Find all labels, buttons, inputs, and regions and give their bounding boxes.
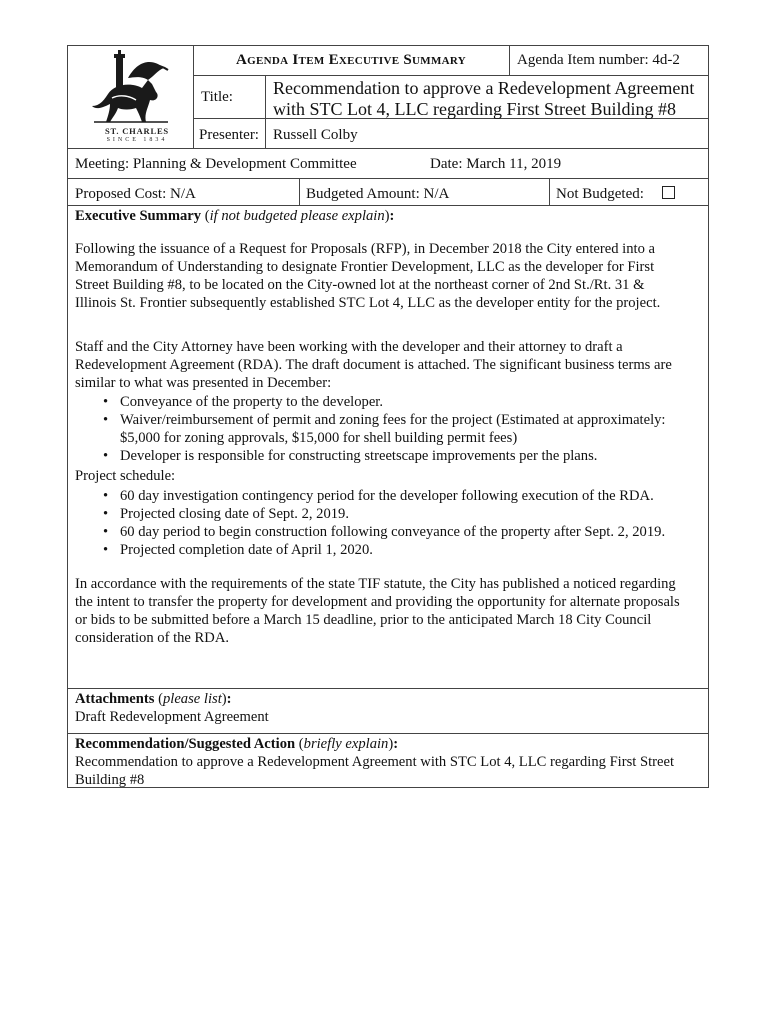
proposed-cost-value: N/A [170, 186, 196, 202]
cost-divider-top [67, 178, 709, 179]
paragraph-line: Following the issuance of a Request for Proposals (RFP), in December 2018 the City entered into a [75, 241, 655, 257]
meeting-field [75, 155, 357, 173]
business-terms-list [75, 393, 705, 465]
list-item: • 60 day investigation contingency period for the developer following execution of the RDA. [103, 488, 654, 504]
list-item-text: Projected completion date of April 1, 2020. [120, 542, 373, 558]
date-label: Date: [430, 156, 463, 172]
summary-paragraph-1 [75, 240, 705, 312]
form-heading: Agenda Item Executive Summary [236, 52, 466, 68]
attachments-note: please list [162, 691, 222, 707]
presenter-label: Presenter: [199, 127, 259, 143]
cost-divider-bottom [67, 205, 709, 206]
recommendation-note: briefly explain [303, 736, 389, 752]
executive-summary-heading: Executive Summary (if not budgeted please explain): [75, 208, 395, 224]
list-item-text: $5,000 for zoning approvals, $15,000 for shell building permit fees) [120, 430, 518, 446]
paragraph-line: In accordance with the requirements of the state TIF statute, the City has published a noticed regarding [75, 576, 676, 592]
meeting-value: Planning & Development Committee [132, 156, 357, 172]
label-divider [265, 75, 266, 149]
list-item-text: Projected closing date of Sept. 2, 2019. [120, 506, 349, 522]
title-line-2: with STC Lot 4, LLC regarding First Street Building #8 [273, 99, 676, 119]
project-schedule-label: Project schedule: [75, 468, 176, 484]
proposed-cost-field [75, 185, 196, 203]
attachments-section [75, 690, 705, 726]
recommendation-section [75, 735, 705, 789]
title-label: Title: [201, 89, 233, 105]
executive-summary-title: Executive Summary [75, 208, 202, 224]
list-item-text: Developer is responsible for constructing streetscape improvements per the plans. [120, 448, 598, 464]
cost-divider-1 [299, 178, 300, 206]
recommendation-line-2: Building #8 [75, 772, 145, 788]
agenda-number-label: Agenda Item number: [517, 52, 649, 68]
executive-summary-note: if not budgeted please explain [209, 208, 385, 224]
meeting-label: Meeting: [75, 156, 130, 172]
list-item: • Waiver/reimbursement of permit and zoning fees for the project (Estimated at approximately: $5,000 for zoning approvals, $15,000 for shell building permit fees) [103, 412, 666, 446]
proposed-cost-label: Proposed Cost: [75, 186, 167, 202]
paragraph-line: Redevelopment Agreement (RDA). The draft document is attached. The significant business terms are [75, 357, 672, 373]
logo-city-name: ST. CHARLES [105, 126, 169, 136]
list-item-text: Conveyance of the property to the developer. [120, 394, 384, 410]
attachments-heading: Attachments (please list): [75, 691, 232, 707]
not-budgeted-label: Not Budgeted: [556, 186, 644, 202]
not-budgeted-field [556, 185, 675, 203]
paragraph-line: Illinois St. Frontier subsequently established STC Lot 4, LLC as the developer entity for the project. [75, 295, 661, 311]
list-item-text: Waiver/reimbursement of permit and zoning fees for the project (Estimated at approximately: [120, 412, 666, 428]
attachments-divider [67, 688, 709, 689]
attachments-title: Attachments [75, 691, 155, 707]
meeting-divider-top [67, 148, 709, 149]
list-item: • 60 day period to begin construction following conveyance of the property after Sept. 2, 2019. [103, 524, 666, 540]
agenda-number-field [517, 51, 680, 69]
agenda-number-value: 4d-2 [652, 52, 680, 68]
paragraph-line: similar to what was presented in December: [75, 375, 332, 391]
title-line-1: Recommendation to approve a Redevelopment Agreement [273, 78, 695, 98]
budgeted-amount-label: Budgeted Amount: [306, 186, 420, 202]
list-item: • Projected closing date of Sept. 2, 2019. [103, 506, 349, 522]
budgeted-amount-field [306, 185, 449, 203]
list-item: • Conveyance of the property to the developer. [103, 394, 384, 410]
summary-paragraph-3 [75, 575, 705, 647]
not-budgeted-checkbox[interactable] [662, 186, 675, 199]
agenda-number-divider [509, 45, 510, 76]
paragraph-line: or bids to be submitted before a March 15 deadline, prior to the anticipated March 18 City Council [75, 612, 652, 628]
list-item: • Projected completion date of April 1, 2020. [103, 542, 373, 558]
logo-since: SINCE 1834 [106, 137, 168, 143]
recommendation-heading: Recommendation/Suggested Action (briefly explain): [75, 736, 399, 752]
header-divider [193, 75, 709, 76]
fox-logo-icon [90, 50, 172, 126]
paragraph-line: consideration of the RDA. [75, 630, 230, 646]
list-item-text: 60 day investigation contingency period for the developer following execution of the RDA. [120, 488, 654, 504]
cost-divider-2 [549, 178, 550, 206]
paragraph-line: Staff and the City Attorney have been working with the developer and their attorney to draft a [75, 339, 623, 355]
city-logo [90, 50, 172, 126]
list-item: • Developer is responsible for constructing streetscape improvements per the plans. [103, 448, 598, 464]
date-field [430, 155, 561, 173]
executive-summary [75, 207, 705, 647]
recommendation-divider [67, 733, 709, 734]
attachment-item[interactable]: Draft Redevelopment Agreement [75, 709, 269, 725]
project-schedule-list [75, 487, 705, 559]
paragraph-line: Street Building #8, to be located on the City-owned lot at the northeast corner of 2nd St./Rt. 31 & [75, 277, 645, 293]
presenter-value: Russell Colby [273, 127, 358, 143]
date-value: March 11, 2019 [466, 156, 562, 172]
paragraph-line: the intent to transfer the property for development and providing the opportunity for alternate proposals [75, 594, 680, 610]
recommendation-title: Recommendation/Suggested Action [75, 736, 296, 752]
budgeted-amount-value: N/A [423, 186, 450, 202]
paragraph-line: Memorandum of Understanding to designate Frontier Development, LLC as the developer for First [75, 259, 655, 275]
summary-paragraph-2 [75, 338, 705, 392]
recommendation-line-1: Recommendation to approve a Redevelopment Agreement with STC Lot 4, LLC regarding First Street [75, 754, 675, 770]
list-item-text: 60 day period to begin construction following conveyance of the property after Sept. 2, 2019. [120, 524, 666, 540]
